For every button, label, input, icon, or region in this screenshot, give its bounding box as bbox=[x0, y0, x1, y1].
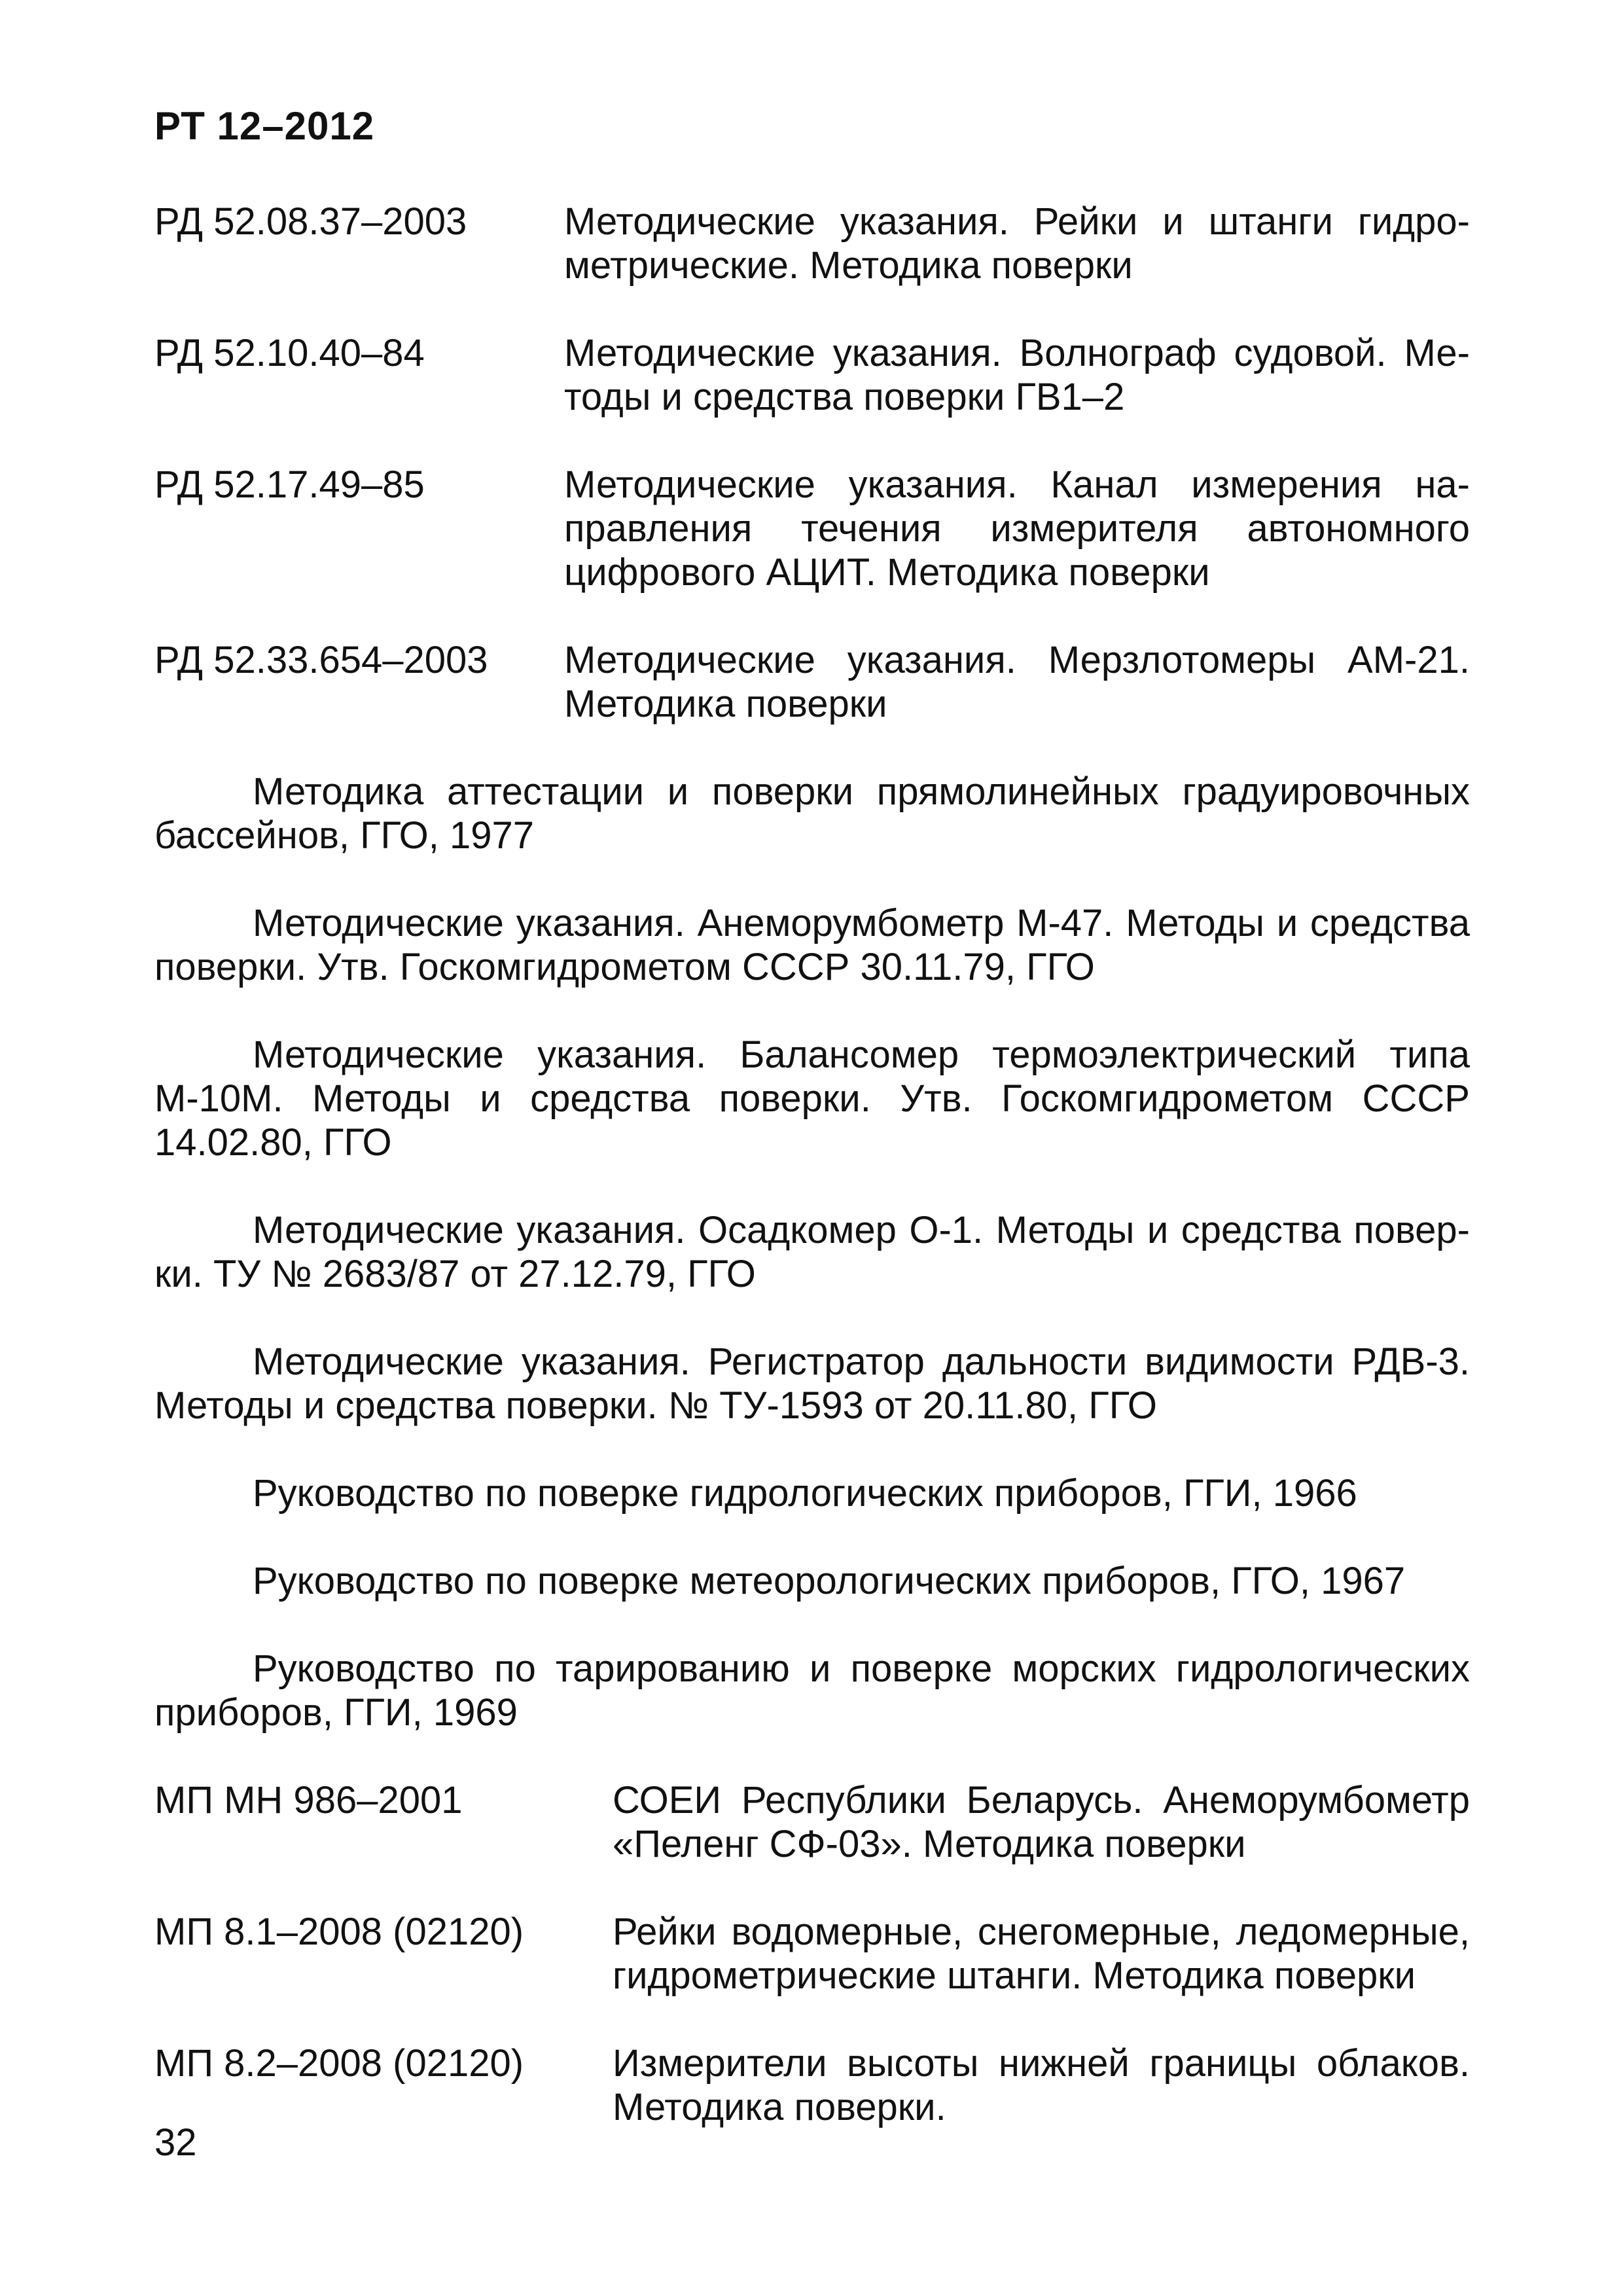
reference-paragraph: Руководство по поверке метеорологических приборов, ГГО, 1967 bbox=[253, 1560, 1406, 1602]
document-number: РТ 12–2012 bbox=[154, 104, 375, 148]
reference-title: Методические указания. Мерзлотомеры АМ-21. Методика поверки bbox=[564, 639, 1470, 725]
reference-code: МП 8.1–2008 (02120) bbox=[154, 1910, 524, 1953]
reference-entry bbox=[154, 2041, 1470, 2129]
page-number: 32 bbox=[154, 2121, 197, 2164]
reference-paragraph: Руководство по поверке гидрологических приборов, ГГИ, 1966 bbox=[253, 1472, 1357, 1515]
reference-title: Методические указания. Канал измерения направления течения измерителя автономного цифрового АЦИТ. Методика поверки bbox=[564, 463, 1470, 594]
reference-paragraph: Методические указания. Регистратор дальности видимости РДВ-3. Методы и средства поверки. № ТУ-1593 от 20.11.80, ГГО bbox=[154, 1340, 1470, 1427]
reference-entry bbox=[154, 1778, 1470, 1866]
reference-paragraph: Методические указания. Осадкомер О-1. Методы и средства поверки. ТУ № 2683/87 от 27.12.79, ГГО bbox=[154, 1209, 1470, 1295]
reference-code: РД 52.17.49–85 bbox=[154, 463, 425, 506]
reference-entry bbox=[154, 331, 1470, 419]
reference-title: Рейки водомерные, снегомерные, ледомерные, гидрометрические штанги. Методика поверки bbox=[613, 1910, 1470, 1997]
reference-entry bbox=[154, 1910, 1470, 1998]
reference-code: РД 52.33.654–2003 bbox=[154, 639, 488, 681]
reference-paragraph: Руководство по тарированию и поверке морских гидрологических приборов, ГГИ, 1969 bbox=[154, 1647, 1470, 1734]
reference-title: Измерители высоты нижней границы облаков. Методика поверки. bbox=[613, 2042, 1470, 2128]
reference-list bbox=[154, 200, 1470, 2129]
reference-paragraph: Методические указания. Балансомер термоэлектрический типа М-10М. Методы и средства поверки. Утв. Госкомгидрометом СССР 14.02.80, ГГО bbox=[154, 1033, 1470, 1164]
reference-code: РД 52.08.37–2003 bbox=[154, 200, 467, 243]
reference-code: МП МН 986–2001 bbox=[154, 1779, 463, 1821]
reference-code: МП 8.2–2008 (02120) bbox=[154, 2042, 524, 2085]
reference-code: РД 52.10.40–84 bbox=[154, 332, 425, 374]
reference-entry bbox=[154, 200, 1470, 287]
reference-title: Методические указания. Рейки и штанги гидрометрические. Методика поверки bbox=[564, 200, 1470, 287]
reference-paragraph: Методика аттестации и поверки прямолинейных градуировочных бассейнов, ГГО, 1977 bbox=[154, 770, 1470, 857]
reference-entry bbox=[154, 463, 1470, 594]
reference-entry bbox=[154, 638, 1470, 726]
reference-title: СОЕИ Республики Беларусь. Анеморумбометр «Пеленг СФ-03». Методика поверки bbox=[613, 1779, 1470, 1865]
reference-paragraph: Методические указания. Анеморумбометр М-47. Методы и средства поверки. Утв. Госкомгидрометом СССР 30.11.79, ГГО bbox=[154, 902, 1470, 988]
reference-title: Методические указания. Волнограф судовой. Методы и средства поверки ГВ1–2 bbox=[564, 332, 1470, 418]
